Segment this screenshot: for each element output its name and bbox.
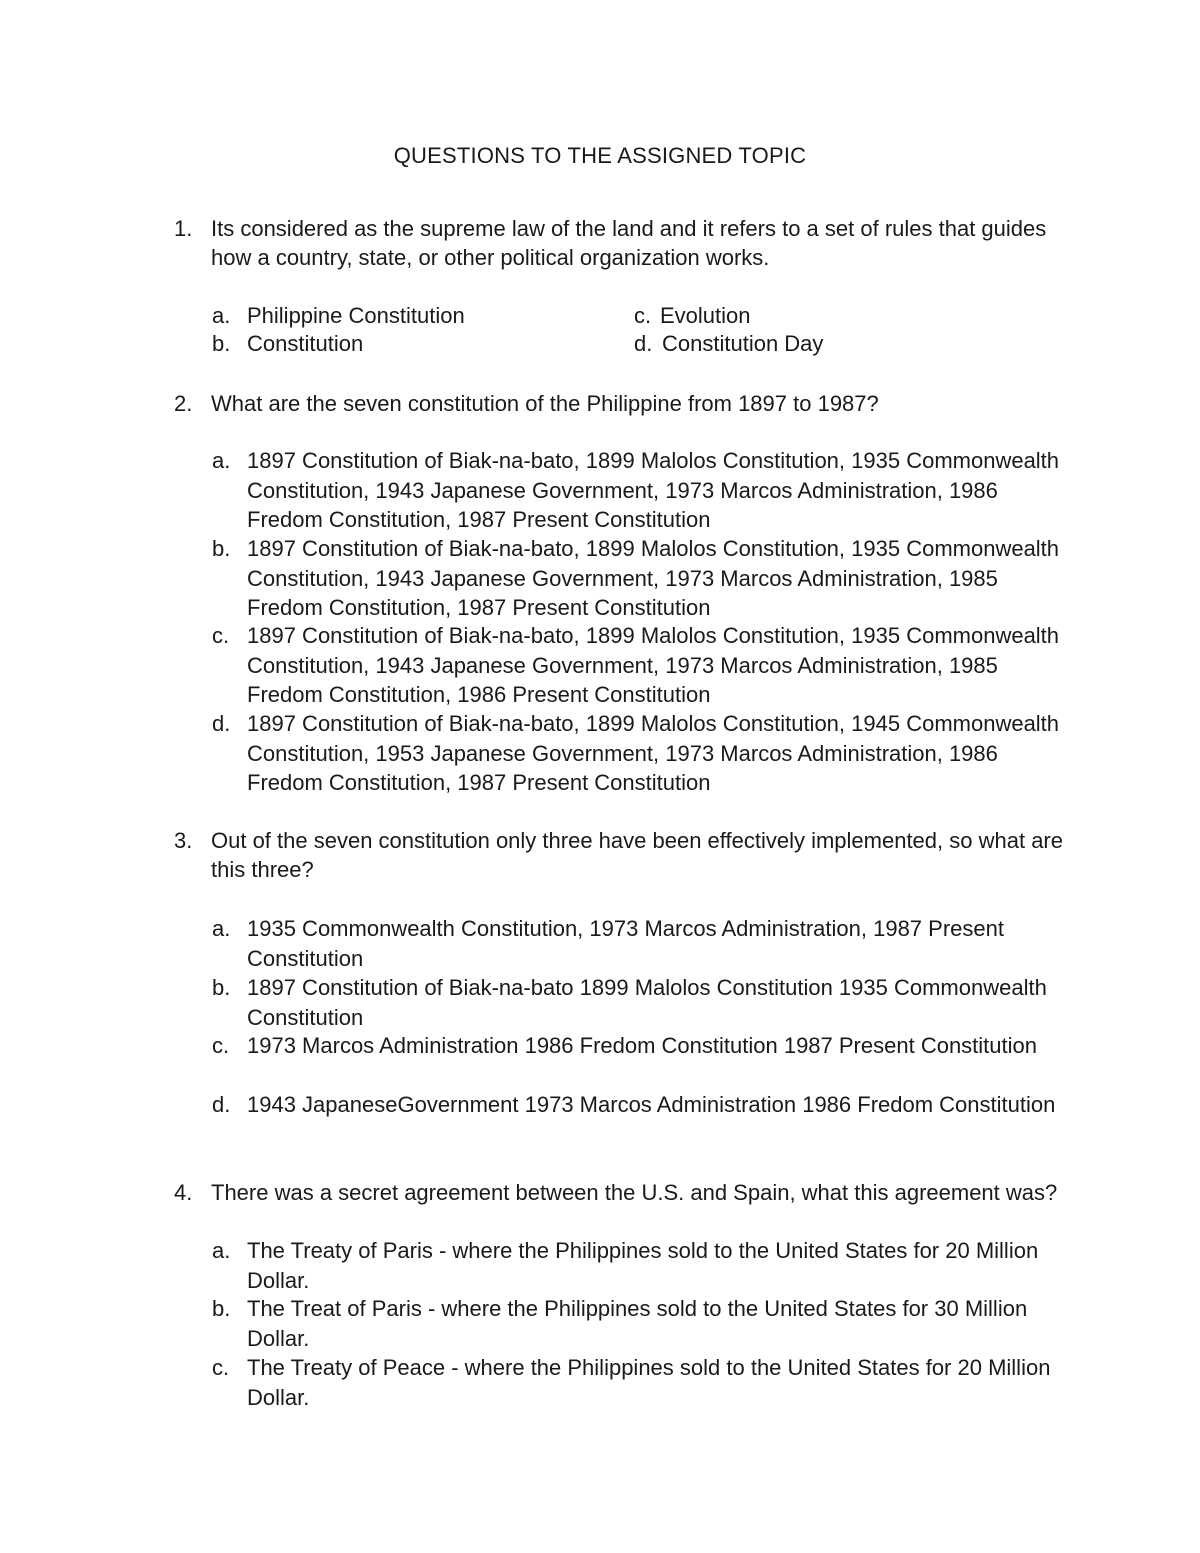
option-letter: b. <box>212 1296 231 1321</box>
question-number: 2. <box>174 391 193 416</box>
option-letter: a. <box>212 303 231 328</box>
option-text: 1897 Constitution of Biak-na-bato, 1899 Malolos Constitution, 1945 Commonwealth Constitution, 1953 Japanese Government, 1973 Marcos Administration, 1986 Fredom Constitution, 1987 Present Constitution <box>247 711 1060 795</box>
option-text: 1897 Constitution of Biak-na-bato 1899 Malolos Constitution 1935 Commonwealth Constitution <box>247 975 1047 1030</box>
page-title: QUESTIONS TO THE ASSIGNED TOPIC <box>393 143 807 168</box>
option-letter: b. <box>212 536 231 561</box>
option-text: Evolution <box>660 303 751 328</box>
option-letter: a. <box>212 448 231 473</box>
question-number: 3. <box>174 828 193 853</box>
option-letter: c. <box>212 1033 230 1058</box>
option-letter: b. <box>212 331 231 356</box>
option-text: Philippine Constitution <box>247 303 465 328</box>
option-text: 1973 Marcos Administration 1986 Fredom Constitution 1987 Present Constitution <box>247 1033 1037 1058</box>
option-text: 1897 Constitution of Biak-na-bato, 1899 Malolos Constitution, 1935 Commonwealth Constitution, 1943 Japanese Government, 1973 Marcos Administration, 1985 Fredom Constitution, 1987 Present Constitution <box>247 536 1060 620</box>
option-letter: d. <box>634 331 653 356</box>
option-text: Constitution <box>247 331 364 356</box>
option-letter: b. <box>212 975 231 1000</box>
option-text: The Treaty of Paris - where the Philippines sold to the United States for 20 Million Dollar. <box>247 1238 1039 1293</box>
option-text: The Treat of Paris - where the Philippines sold to the United States for 30 Million Dollar. <box>247 1296 1028 1351</box>
question-text: Out of the seven constitution only three have been effectively implemented, so what are this three? <box>211 828 1063 882</box>
option-letter: a. <box>212 916 231 941</box>
question-text: Its considered as the supreme law of the land and it refers to a set of rules that guides how a country, state, or other political organization works. <box>211 216 1047 270</box>
option-text: Constitution Day <box>662 331 824 356</box>
question-text: What are the seven constitution of the Philippine from 1897 to 1987? <box>211 391 879 416</box>
option-text: 1897 Constitution of Biak-na-bato, 1899 Malolos Constitution, 1935 Commonwealth Constitution, 1943 Japanese Government, 1973 Marcos Administration, 1986 Fredom Constitution, 1987 Present Constitution <box>247 448 1060 532</box>
option-letter: d. <box>212 1092 231 1117</box>
option-letter: c. <box>634 303 652 328</box>
option-letter: c. <box>212 623 230 648</box>
option-letter: a. <box>212 1238 231 1263</box>
option-letter: c. <box>212 1355 230 1380</box>
question-number: 1. <box>174 216 193 241</box>
option-letter: d. <box>212 711 231 736</box>
option-text: 1897 Constitution of Biak-na-bato, 1899 Malolos Constitution, 1935 Commonwealth Constitution, 1943 Japanese Government, 1973 Marcos Administration, 1985 Fredom Constitution, 1986 Present Constitution <box>247 623 1060 707</box>
option-text: The Treaty of Peace - where the Philippines sold to the United States for 20 Million Dollar. <box>247 1355 1051 1410</box>
question-number: 4. <box>174 1180 193 1205</box>
option-text: 1935 Commonwealth Constitution, 1973 Marcos Administration, 1987 Present Constitution <box>247 916 1004 971</box>
question-text: There was a secret agreement between the U.S. and Spain, what this agreement was? <box>211 1180 1058 1205</box>
option-text: 1943 JapaneseGovernment 1973 Marcos Administration 1986 Fredom Constitution <box>247 1092 1056 1117</box>
